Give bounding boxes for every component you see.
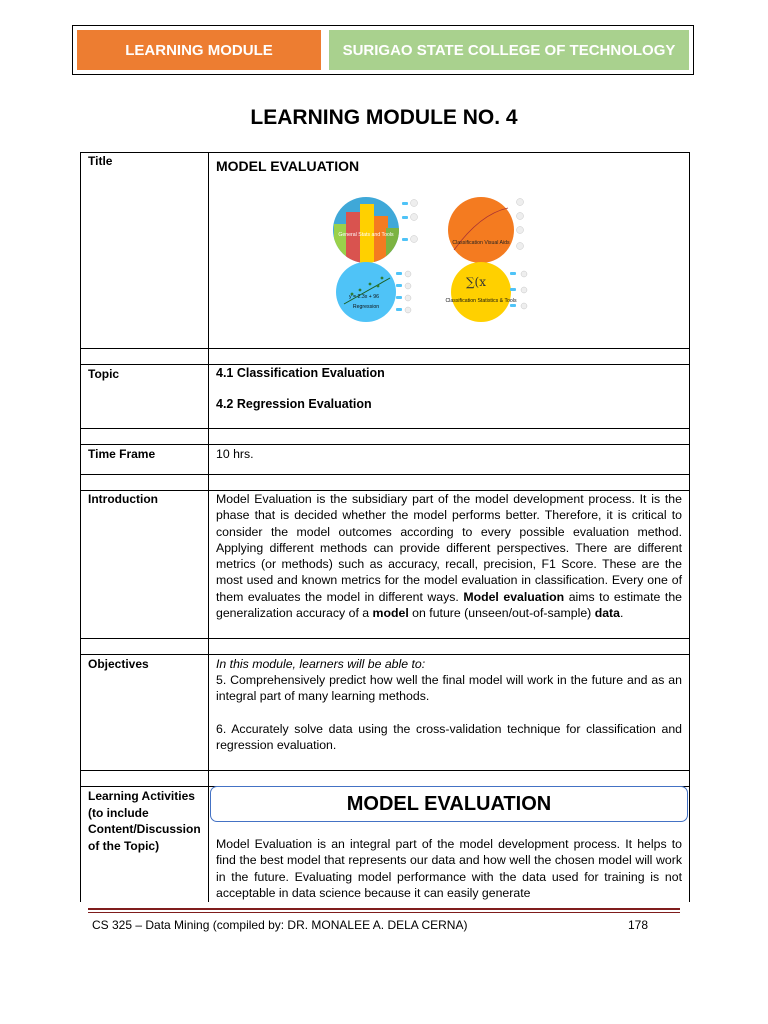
footer-rule: [88, 908, 680, 910]
sum-symbol: ∑(x: [465, 275, 487, 289]
objective-item-6: 6. Accurately solve data using the cross-validation technique for classification and regression evaluation.: [216, 722, 682, 753]
time-frame-value: 10 hrs.: [216, 447, 254, 461]
page-number: 178: [628, 918, 649, 932]
document-title: LEARNING MODULE NO. 4: [250, 106, 518, 129]
footer-course-info: CS 325 – Data Mining (compiled by: DR. MONALEE A. DELA CERNA): [92, 918, 468, 932]
regression-formula: y = 2.3x + 96: [349, 294, 379, 300]
title-label: Title: [88, 154, 113, 168]
circle-label-regression: Regression: [352, 304, 380, 310]
learning-activities-text: Model Evaluation is an integral part of the model development process. It helps to find the best model that represents our data and how well the chosen model will work in the future. Evaluating model performance with the data used for training is not acceptable in data science because it can easily generate: [216, 837, 682, 900]
circle-label-statistics: Classification Statistics & Tools: [445, 298, 517, 304]
topic-label: Topic: [88, 367, 120, 381]
section-banner: MODEL EVALUATION: [210, 786, 688, 822]
learning-activities-label: Learning Activities (to include Content/Discussion of the Topic): [88, 789, 201, 853]
time-frame-label: Time Frame: [88, 447, 156, 461]
model-evaluation-infographic: [330, 194, 552, 324]
header-school-name: SURIGAO STATE COLLEGE OF TECHNOLOGY: [329, 30, 689, 70]
circle-label-visual-aids: Classification Visual Aids: [452, 240, 510, 246]
topic-item-2: 4.2 Regression Evaluation: [216, 397, 372, 411]
header-learning-module-label: LEARNING MODULE: [77, 30, 321, 70]
circle-label-general: General Stats and Tools: [338, 232, 394, 238]
introduction-label: Introduction: [88, 492, 158, 506]
module-title: MODEL EVALUATION: [216, 158, 360, 174]
objective-item-5: 5. Comprehensively predict how well the final model will work in the future and as an integral part of many learning methods.: [216, 673, 682, 704]
topic-item-1: 4.1 Classification Evaluation: [216, 366, 385, 380]
objectives-lead: In this module, learners will be able to:: [216, 657, 426, 671]
introduction-text: Model Evaluation is the subsidiary part of the model development process. It is the phase that is decided whether the model performs better. Therefore, it is critical to consider the model outcomes according to every possible evaluation method. Applying different methods can provide different perspectives. There are different metrics (or methods) such as accuracy, recall, precision, F1 Score. These are the most used and known metrics for the model evaluation in classification. Every one of them evaluates the model in different ways. Model evaluation aims to estimate the generalization accuracy of a model on future (unseen/out-of-sample) data.: [216, 492, 682, 621]
objectives-label: Objectives: [88, 657, 149, 671]
